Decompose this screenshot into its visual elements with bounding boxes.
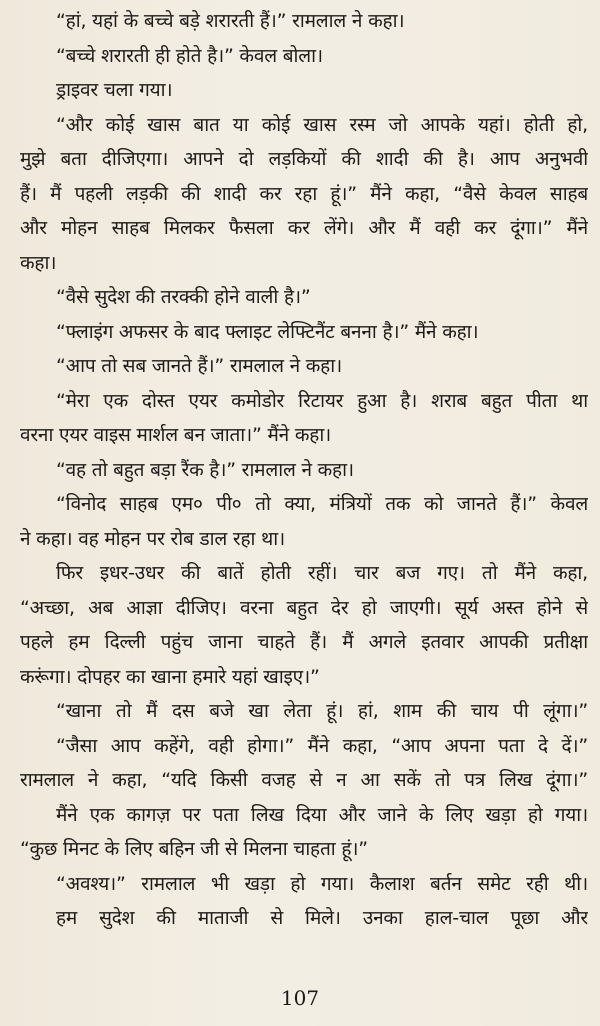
text-line: “खाना तो मैं दस बजे खा लेता हूं। हां, शाम की चाय पी लूंगा।” xyxy=(56,700,588,722)
text-line: ने कहा। वह मोहन पर रोब डाल रहा था। xyxy=(20,527,285,550)
text-line: हैं। मैं पहली लड़की की शादी कर रहा हूं।” मैंने कहा, “वैसे केवल साहब xyxy=(20,182,588,205)
text-line: ड्राइवर चला गया। xyxy=(56,79,173,101)
text-line: “मेरा एक दोस्त एयर कमोडोर रिटायर हुआ है। शराब बहुत पीता था xyxy=(56,389,588,412)
text-line: “बच्चे शरारती ही होते है।” केवल बोला। xyxy=(56,44,323,67)
text-line: मैंने एक कागज़ पर पता लिख दिया और जाने के लिए खड़ा हो गया। xyxy=(56,803,588,826)
text-line: “वह तो बहुत बड़ा रैंक है।” रामलाल ने कहा। xyxy=(56,458,354,481)
text-line: “विनोद साहब एम० पी० तो क्या, मंत्रियों तक को जानते हैं।” केवल xyxy=(56,493,588,515)
text-line: “अच्छा, अब आज्ञा दीजिए। वरना बहुत देर हो जाएगी। सूर्य अस्त होने से xyxy=(20,596,588,619)
text-line: “कुछ मिनट के लिए बहिन जी से मिलना चाहता हूं।” xyxy=(20,838,368,860)
text-line: फिर इधर-उधर की बातें होती रहीं। चार बज गए। तो मैंने कहा, xyxy=(56,562,588,584)
text-line: और मोहन साहब मिलकर फैसला कर लेंगे। और मैं वही कर दूंगा।” मैंने xyxy=(20,217,588,239)
page-number: 107 xyxy=(280,986,320,1010)
text-line: कहा। xyxy=(20,251,57,274)
text-line: वरना एयर वाइस मार्शल बन जाता।” मैंने कहा। xyxy=(20,424,332,446)
text-line: पहले हम दिल्ली पहुंच जाना चाहते हैं। मैं अगले इतवार आपकी प्रतीक्षा xyxy=(20,631,588,653)
text-line: हम सुदेश की माताजी से मिले। उनका हाल-चाल पूछा और xyxy=(56,907,588,929)
text-line: “आप तो सब जानते हैं।” रामलाल ने कहा। xyxy=(56,355,342,377)
text-line: “हां, यहां के बच्चे बड़े शरारती हैं।” रामलाल ने कहा। xyxy=(56,10,405,32)
text-line: “अवश्य।” रामलाल भी खड़ा हो गया। कैलाश बर्तन समेट रही थी। xyxy=(56,872,588,895)
text-line: “जैसा आप कहेंगे, वही होगा।” मैंने कहा, “आप अपना पता दे दें।” xyxy=(56,734,588,757)
text-line: करूंगा। दोपहर का खाना हमारे यहां खाइए।” xyxy=(20,665,320,688)
text-line: “फ्लाइंग अफसर के बाद फ्लाइट लेफ्टिनैंट बनना है।” मैंने कहा। xyxy=(56,320,479,343)
text-line: रामलाल ने कहा, “यदि किसी वजह से न आ सकें तो पत्र लिख दूंगा।” xyxy=(20,769,588,791)
text-line: “वैसे सुदेश की तरक्की होने वाली है।” xyxy=(56,286,311,308)
text-line: मुझे बता दीजिएगा। आपने दो लड़कियों की शादी की है। आप अनुभवी xyxy=(20,148,588,170)
text-line: “और कोई खास बात या कोई खास रस्म जो आपके यहां। होती हो, xyxy=(56,113,588,136)
